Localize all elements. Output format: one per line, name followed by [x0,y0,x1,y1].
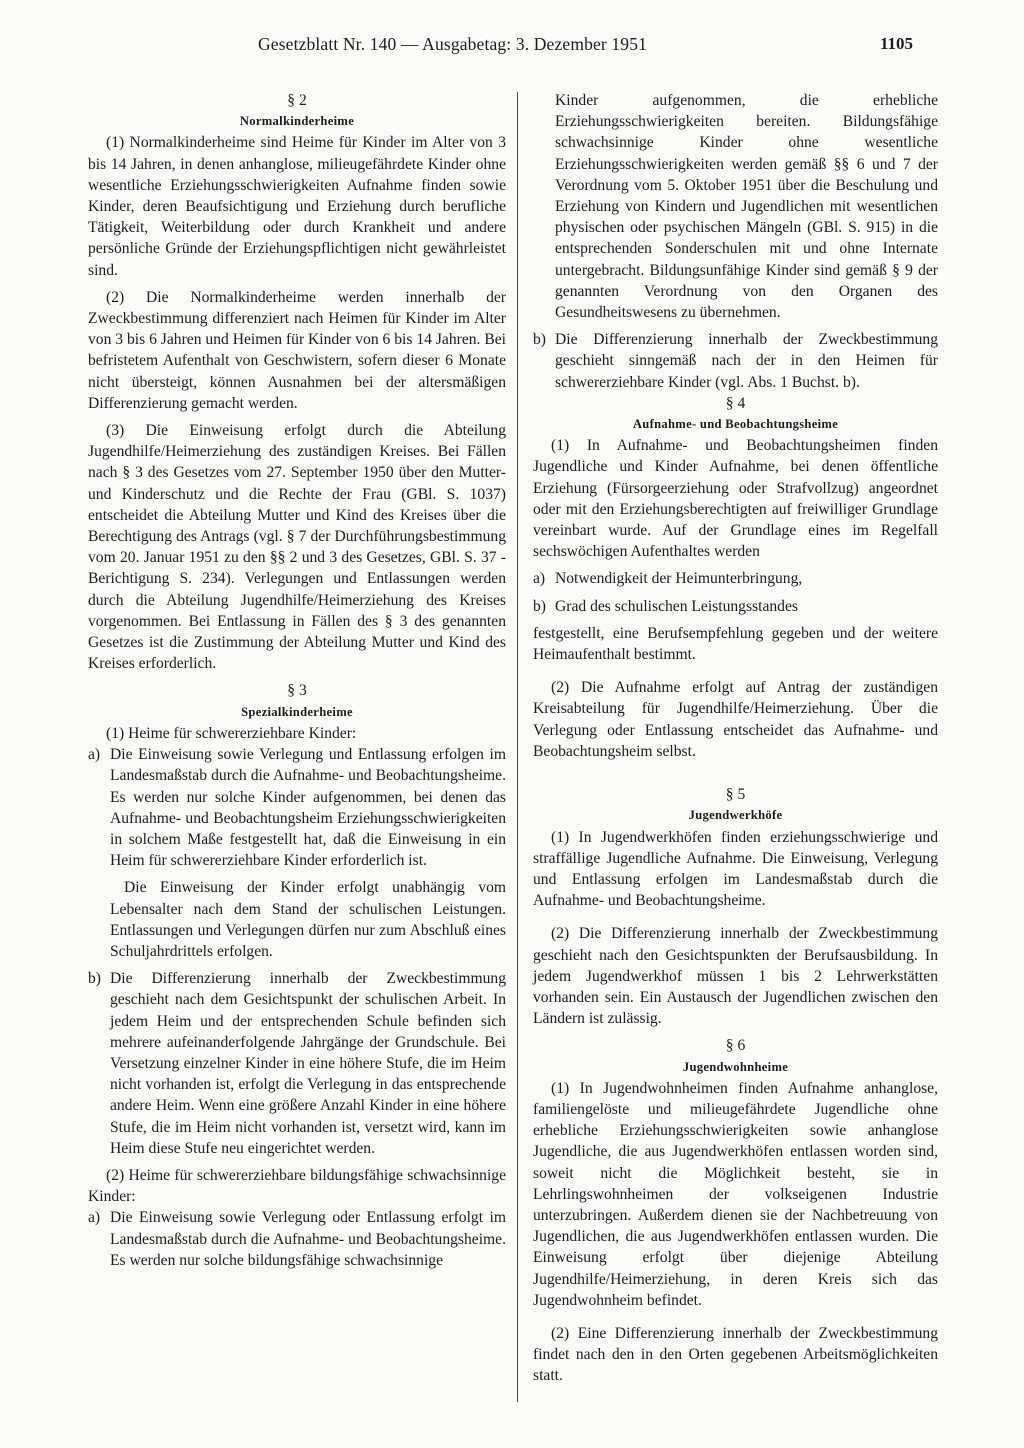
section-4-para-2: (2) Die Aufnahme erfolgt auf Antrag der zuständigen Kreisabteilung für Jugendhilfe/Heimerziehung. Über die Verlegung oder Entlassung entscheidet das Aufnahme- und Beobachtungsheim selbst. [533,679,938,760]
section-2-heading: Normalkinderheime [239,114,355,129]
section-3-item-b [88,968,506,1159]
section-6-number: § 6 [725,1037,746,1055]
page-header [0,34,1024,58]
section-6-heading: Jugendwohnheime [682,1059,789,1074]
section-5-para-2: (2) Die Differenzierung innerhalb der Zweckbestimmung geschieht nach den Gesichtspunkten der Berufsausbildung. In jedem Jugendwerkhof müssen 1 bis 2 Lehrwerkstätten vorhanden sein. Ein Austausch der Jugendlichen zwischen den Ländern ist zulässig. [533,925,938,1028]
item-label: a) [88,746,101,764]
item-label: a) [533,570,546,588]
section-2-number: § 2 [287,92,307,109]
section-2-para-2: (2) Die Normalkinderheime werden innerhalb der Zweckbestimmung differenziert nach Heimen für Kinder im Alter von 3 bis 6 Jahren und Heimen für Kinder von 6 bis 14 Jahren. Bei befristetem Aufenthalt von Geschwistern, sofern dieser 6 Monate nicht übersteigt, können Ausnahmen bei der altersmäßigen Differenzierung gemacht werden. [88,288,506,412]
section-4-item-a [533,568,938,589]
section-4-para-1-end: festgestellt, eine Berufsempfehlung gegeben und der weitere Heimaufenthalt bestimmt. [533,624,938,664]
section-4-item-b [533,596,938,617]
section-3-heading: Spezialkinderheime [241,704,353,719]
item-text: Die Einweisung sowie Verlegung und Entlassung erfolgen im Landesmaßstab durch die Aufnahme- und Beobachtungsheime. Es werden nur solche Kinder aufgenommen, bei denen das Aufnahme- und Beobachtungsheim Erziehungsschwierigkeiten in solchem Maße festgestellt hat, daß die Einweisung in ein Heim für schwererziehbare Kinder erforderlich ist. [110,746,506,870]
section-3-para-2-item-b [533,329,938,393]
item-label: b) [533,331,546,349]
section-5-para-1: (1) In Jugendwerkhöfen finden erziehungsschwierige und straffällige Jugendliche Aufnahme. Die Einweisung, Verlegung und Entlassung erfolgen im Landesmaßstab durch die Aufnahme- und Beobachtungsheime. [533,828,938,910]
item-text: Grad des schulischen Leistungsstandes [555,597,798,615]
right-column [533,90,938,1387]
item-text: Die Differenzierung innerhalb der Zweckbestimmung geschieht sinngemäß nach der in den Heimen für schwererziehbare Kinder (vgl. Abs. 1 Buchst. b). [555,331,938,391]
item-text: Notwendigkeit der Heimunterbringung, [555,570,803,588]
section-3-para-1: (1) Heime für schwererziehbare Kinder: [106,724,357,742]
section-3-continued-text: Kinder aufgenommen, die erhebliche Erziehungsschwierigkeiten bereiten. Bildungsfähige schwachsinnige Kinder ohne wesentliche Erziehungsschwierigkeiten werden gemäß §§ 6 und 7 der Verordnung vom 5. Oktober 1951 über die Beschulung und Erziehung von Kindern und Jugendlichen mit wesentlichen physischen oder psychischen Mängeln (GBl. S. 915) in die entsprechenden Sonderschulen mit und ohne Internate untergebracht. Bildungsunfähige Kinder sind gemäß § 9 der genannten Verordnung von den Organen des Gesundheitswesens zu übernehmen. [555,92,938,322]
page-number: 1105 [880,34,914,53]
section-5-number: § 5 [725,786,746,804]
section-5-heading: Jugendwerkhöfe [688,808,783,823]
gazette-title: Gesetzblatt Nr. 140 — Ausgabetag: 3. Dezember 1951 [258,34,647,54]
left-column [88,90,506,1271]
section-3-item-a [88,744,506,871]
item-label: b) [533,597,546,615]
section-2-para-3: (3) Die Einweisung erfolgt durch die Abteilung Jugendhilfe/Heimerziehung des zuständigen Kreises. Bei Fällen nach § 3 des Gesetzes vom 27. September 1950 über den Mutter- und Kinderschutz und die Rechte der Frau (GBl. S. 1037) entscheidet die Abteilung Mutter und Kind des Kreises über die Berechtigung des Antrags (vgl. § 7 der Durchführungsbestimmung vom 20. Januar 1951 zu den §§ 2 und 3 des Gesetzes, GBl. S. 37 - Berichtigung S. 234). Verlegungen und Entlassungen werden durch die Abteilung Jugendhilfe/Heimerziehung des Kreises vorgenommen. Bei Entlassung in Fällen des § 3 des genannten Gesetzes ist die Zustimmung der Abteilung Mutter und Kind des Kreises erforderlich. [88,422,506,673]
section-6-para-2: (2) Eine Differenzierung innerhalb der Zweckbestimmung findet nach den in den Orten gegebenen Arbeitsmöglichkeiten statt. [533,1324,938,1385]
item-label: b) [88,970,101,988]
section-6-para-1: (1) In Jugendwohnheimen finden Aufnahme anhanglose, familiengelöste und milieugefährdete Jugendliche ohne erhebliche Erziehungsschwierigkeiten sowie anhanglose Jugendliche, die aus Jugendwerkhöfen entlassen worden sind, soweit nicht die Möglichkeit besteht, sie in Lehrlingswohnheimen der volkseigenen Industrie unterzubringen. Außerdem dienen sie der Nachbetreuung von Jugendlichen, die aus Jugendwerkhöfen entlassen wurden. Die Einweisung erfolgt über diejenige Abteilung Jugendhilfe/Heimerziehung, in deren Kreis sich das Jugendwohnheim befindet. [533,1079,938,1309]
item-text: Die Einweisung sowie Verlegung oder Entlassung erfolgt im Landesmaßstab durch die Aufnahme- und Beobachtungsheime. Es werden nur solche bildungsfähige schwachsinnige [110,1209,506,1269]
section-3-item-a-continuation: Die Einweisung der Kinder erfolgt unabhängig vom Lebensalter nach dem Stand der schulischen Leistungen. Entlassungen und Verlegungen dürfen nur zum Abschluß eines Schuljahrdrittels erfolgen. [110,879,506,960]
section-4-number: § 4 [725,394,746,412]
item-text: Die Differenzierung innerhalb der Zweckbestimmung geschieht nach dem Gesichtspunkt der schulischen Arbeit. In jedem Heim und der entsprechenden Schule befinden sich mehrere aufeinanderfolgende Jahrgänge der Grundschule. Bei Versetzung einzelner Kinder in eine höhere Stufe, die im Heim nicht vorhanden ist, erfolgt die Verlegung in das entsprechende andere Heim. Wenn eine größere Anzahl Kinder in eine höhere Stufe, die im Heim nicht vorhanden ist, versetzt wird, kann im Heim diese Stufe neu eingerichtet werden. [110,970,506,1157]
section-4-para-1: (1) In Aufnahme- und Beobachtungsheimen finden Jugendliche und Kinder Aufnahme, bei denen öffentliche Erziehung (Fürsorgeerziehung oder Strafvollzug) angeordnet oder mit den Erziehungsberechtigten auf freiwilliger Grundlage vereinbart wurde. Auf der Grundlage eines im Regelfall sechswöchigen Aufenthaltes werden [533,437,938,561]
section-3-para-2: (2) Heime für schwererziehbare bildungsfähige schwachsinnige Kinder: [88,1166,506,1206]
item-label: a) [88,1209,101,1227]
section-3-number: § 3 [287,682,307,700]
section-3-para-2-item-a [88,1207,506,1271]
column-divider [517,92,518,1402]
section-4-heading: Aufnahme- und Beobachtungsheime [632,417,839,432]
section-2-para-1: (1) Normalkinderheime sind Heime für Kinder im Alter von 3 bis 14 Jahren, in denen anhanglose, milieugefährdete Kinder ohne wesentliche Erziehungsschwierigkeiten Aufnahme finden sowie Kinder, deren Beaufsichtigung und Erziehung durch berufliche Tätigkeit, Weiterbildung oder durch Krankheit und andere persönliche Gründe der Erziehungspflichtigen nicht gewährleistet sind. [88,134,506,279]
